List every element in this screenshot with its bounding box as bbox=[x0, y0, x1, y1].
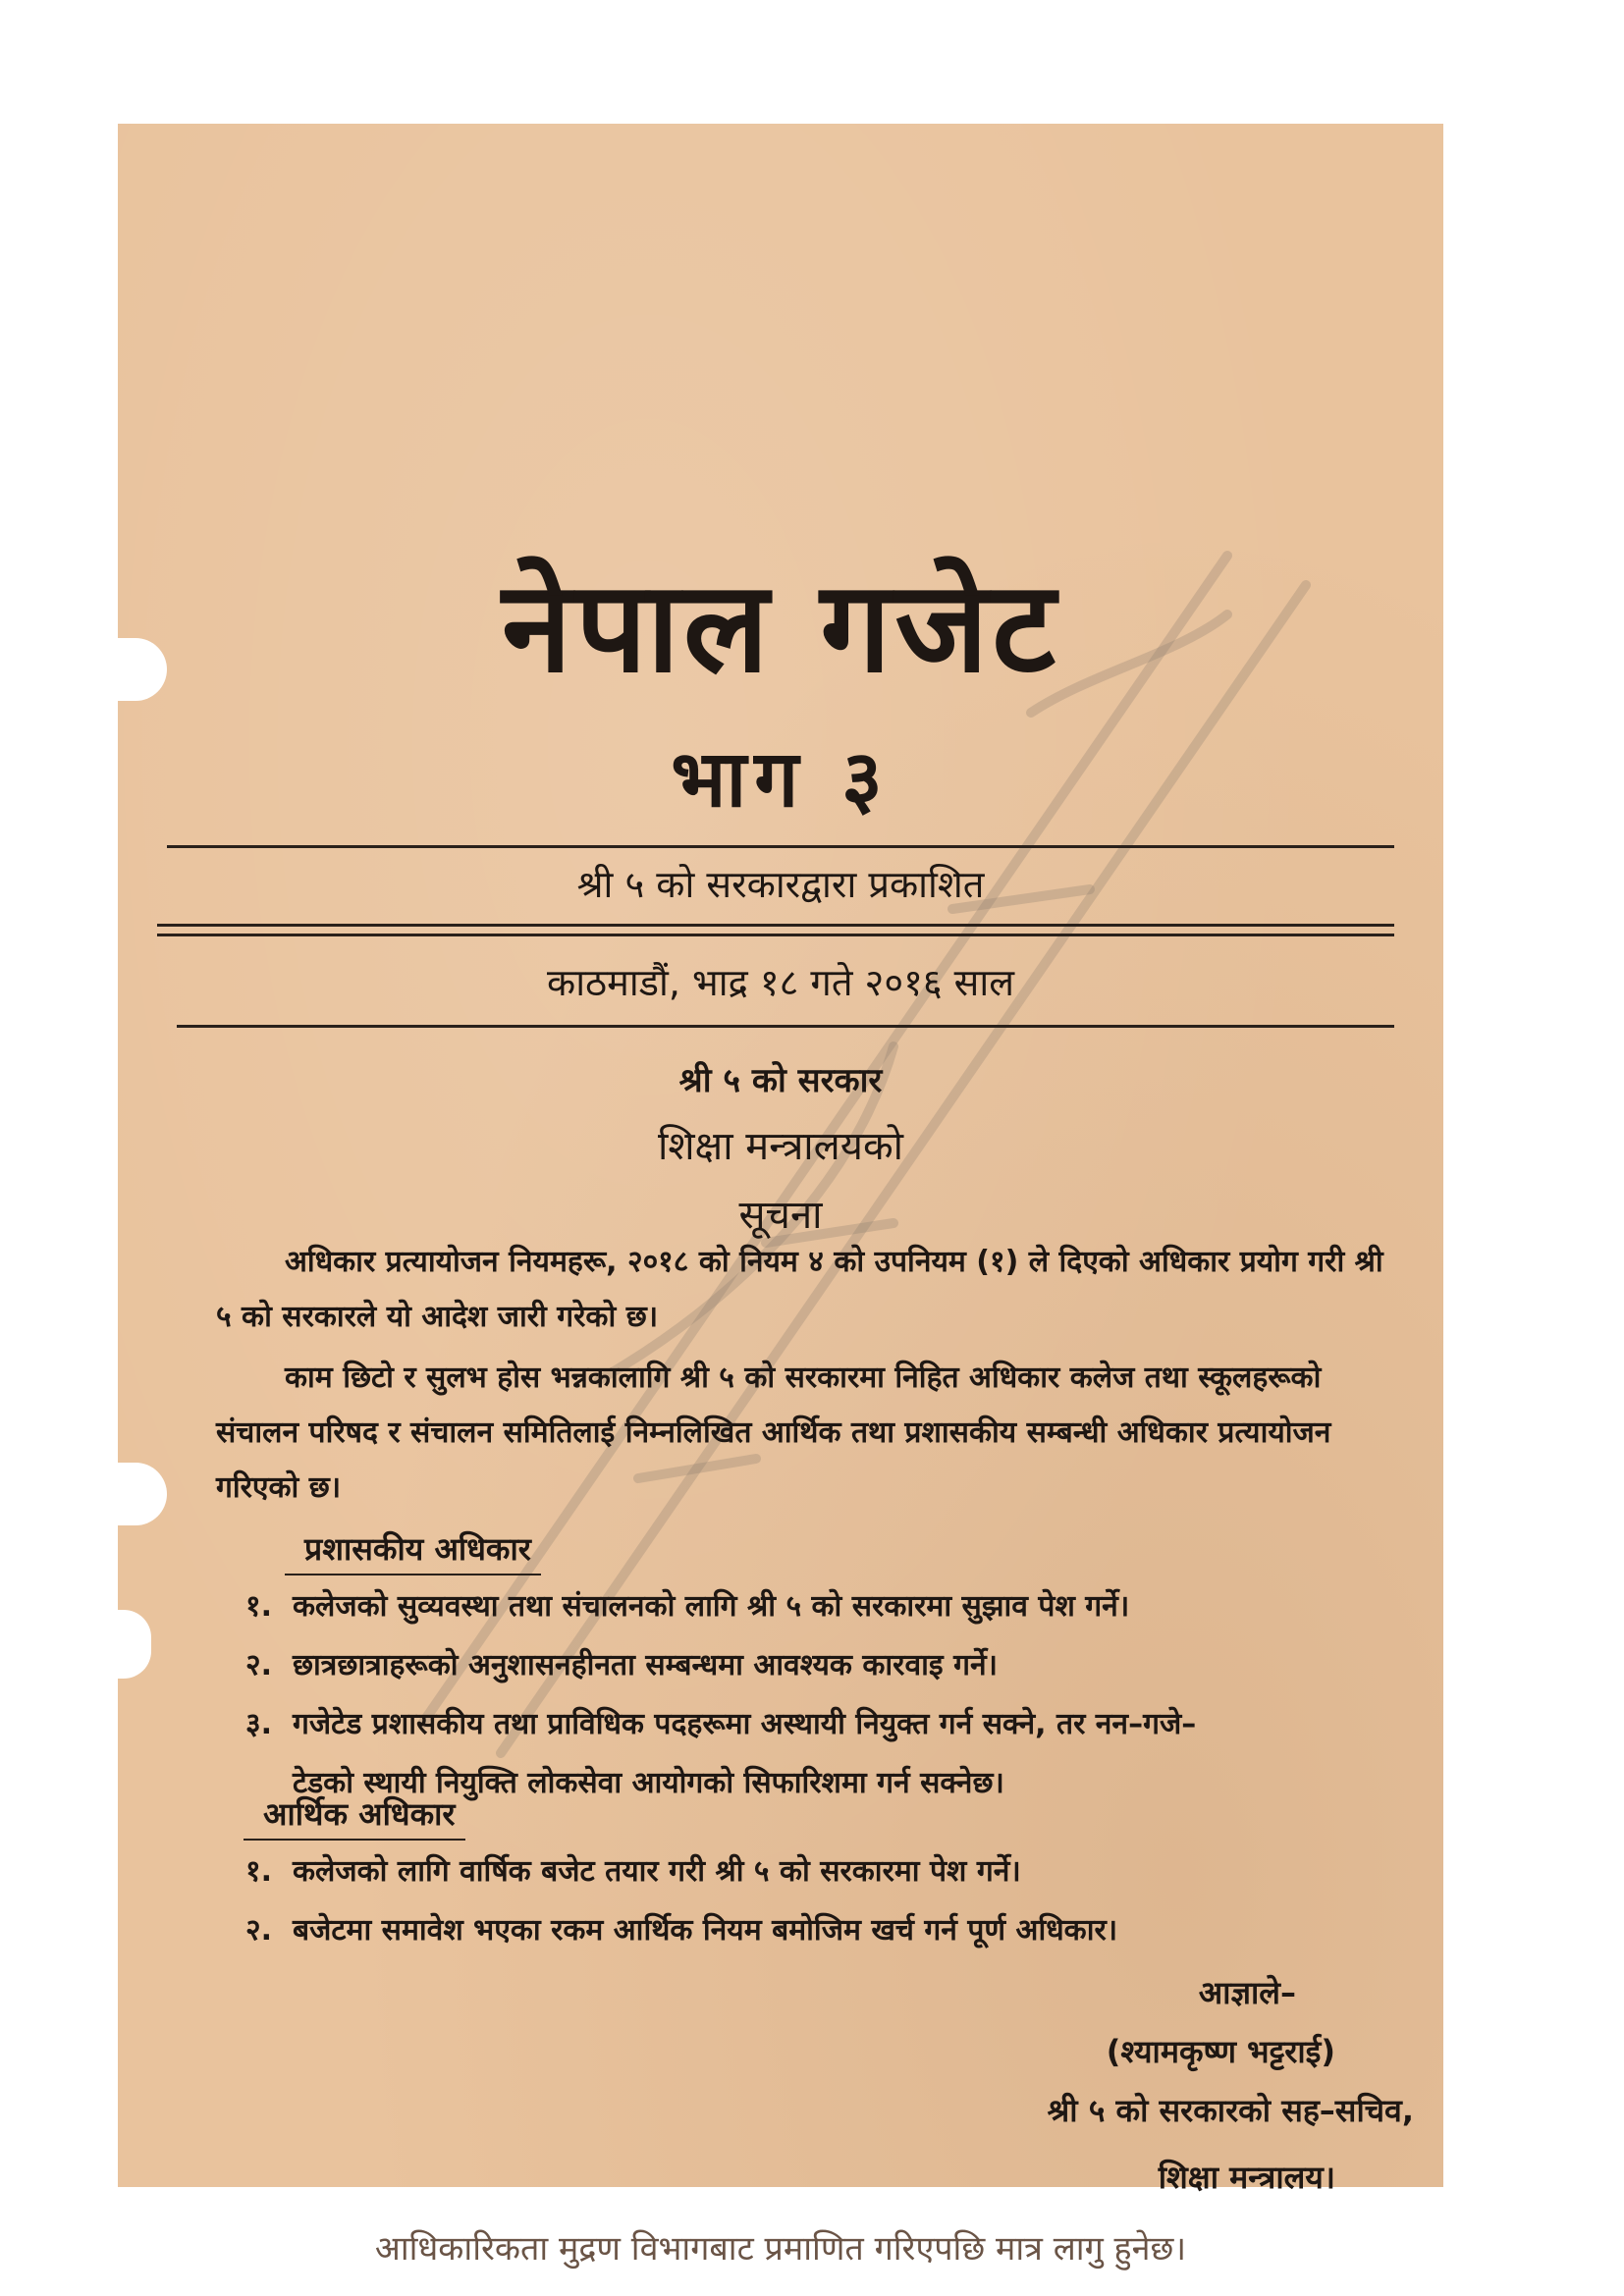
gazette-title: नेपाल गजेट bbox=[502, 555, 1059, 701]
government-name: श्री ५ को सरकार bbox=[678, 1061, 883, 1100]
gazette-part: भाग ३ bbox=[671, 733, 891, 825]
signatory-office: शिक्षा मन्त्रालय। bbox=[1158, 2159, 1335, 2196]
publisher-line: श्री ५ को सरकारद्वारा प्रकाशित bbox=[576, 863, 985, 906]
list-item: १. कलेजको लागि वार्षिक बजेट तयार गरी श्री ५ को सरकारमा पेश गर्ने। bbox=[245, 1854, 1021, 1889]
notice-heading: सूचना bbox=[738, 1193, 823, 1238]
divider bbox=[157, 934, 1394, 936]
signatory-name: (श्यामकृष्ण भट्टराई) bbox=[1106, 2033, 1335, 2070]
signature-order: आज्ञाले– bbox=[1198, 1974, 1296, 2011]
divider bbox=[157, 924, 1394, 927]
signatory-designation: श्री ५ को सरकारको सह–सचिव, bbox=[1047, 2092, 1414, 2129]
list-item: १. कलेजको सुव्यवस्था तथा संचालनको लागि श्री ५ को सरकारमा सुझाव पेश गर्ने। bbox=[245, 1589, 1130, 1624]
financial-powers-heading: आर्थिक अधिकार bbox=[263, 1792, 456, 1835]
notice-paragraph-1: अधिकार प्रत्यायोजन नियमहरू, २०१८ को नियम ४ को उपनियम (१) ले दिएको अधिकार प्रयोग गरी श्री ५ को सरकारले यो आदेश जारी गरेको छ। bbox=[216, 1245, 1383, 1334]
divider bbox=[177, 1025, 1394, 1028]
dateline: काठमाडौं, भाद्र १८ गते २०१६ साल bbox=[547, 961, 1014, 1004]
authentication-footer: आधिकारिकता मुद्रण विभागबाट प्रमाणित गरिएपछि मात्र लागु हुनेछ। bbox=[374, 2229, 1187, 2269]
list-item: २. छात्रछात्राहरूको अनुशासनहीनता सम्बन्धमा आवश्यक कारवाइ गर्ने। bbox=[245, 1648, 998, 1682]
list-item: ३. गजेटेड प्रशासकीय तथा प्राविधिक पदहरूमा अस्थायी नियुक्त गर्न सक्ने, तर नन–गजे– bbox=[245, 1707, 1197, 1741]
divider bbox=[167, 845, 1394, 848]
admin-powers-heading: प्रशासकीय अधिकार bbox=[304, 1527, 531, 1570]
list-item: २. बजेटमा समावेश भएका रकम आर्थिक नियम बमोजिम खर्च गर्न पूर्ण अधिकार। bbox=[245, 1913, 1118, 1948]
gazette-page bbox=[118, 124, 1443, 2269]
ministry-name: शिक्षा मन्त्रालयको bbox=[657, 1124, 904, 1169]
notice-paragraph-2: काम छिटो र सुलभ होस भन्नकालागि श्री ५ को सरकारमा निहित अधिकार कलेज तथा स्कूलहरूको संचालन परिषद र संचालन समितिलाई निम्नलिखित आर्थिक तथा प्रशासकीय सम्बन्धी अधिकार प्रत्यायोजन गरिएको छ। bbox=[216, 1361, 1331, 1505]
list-item-continuation: टेडको स्थायी नियुक्ति लोकसेवा आयोगको सिफारिशमा गर्न सक्नेछ। bbox=[293, 1766, 1004, 1800]
